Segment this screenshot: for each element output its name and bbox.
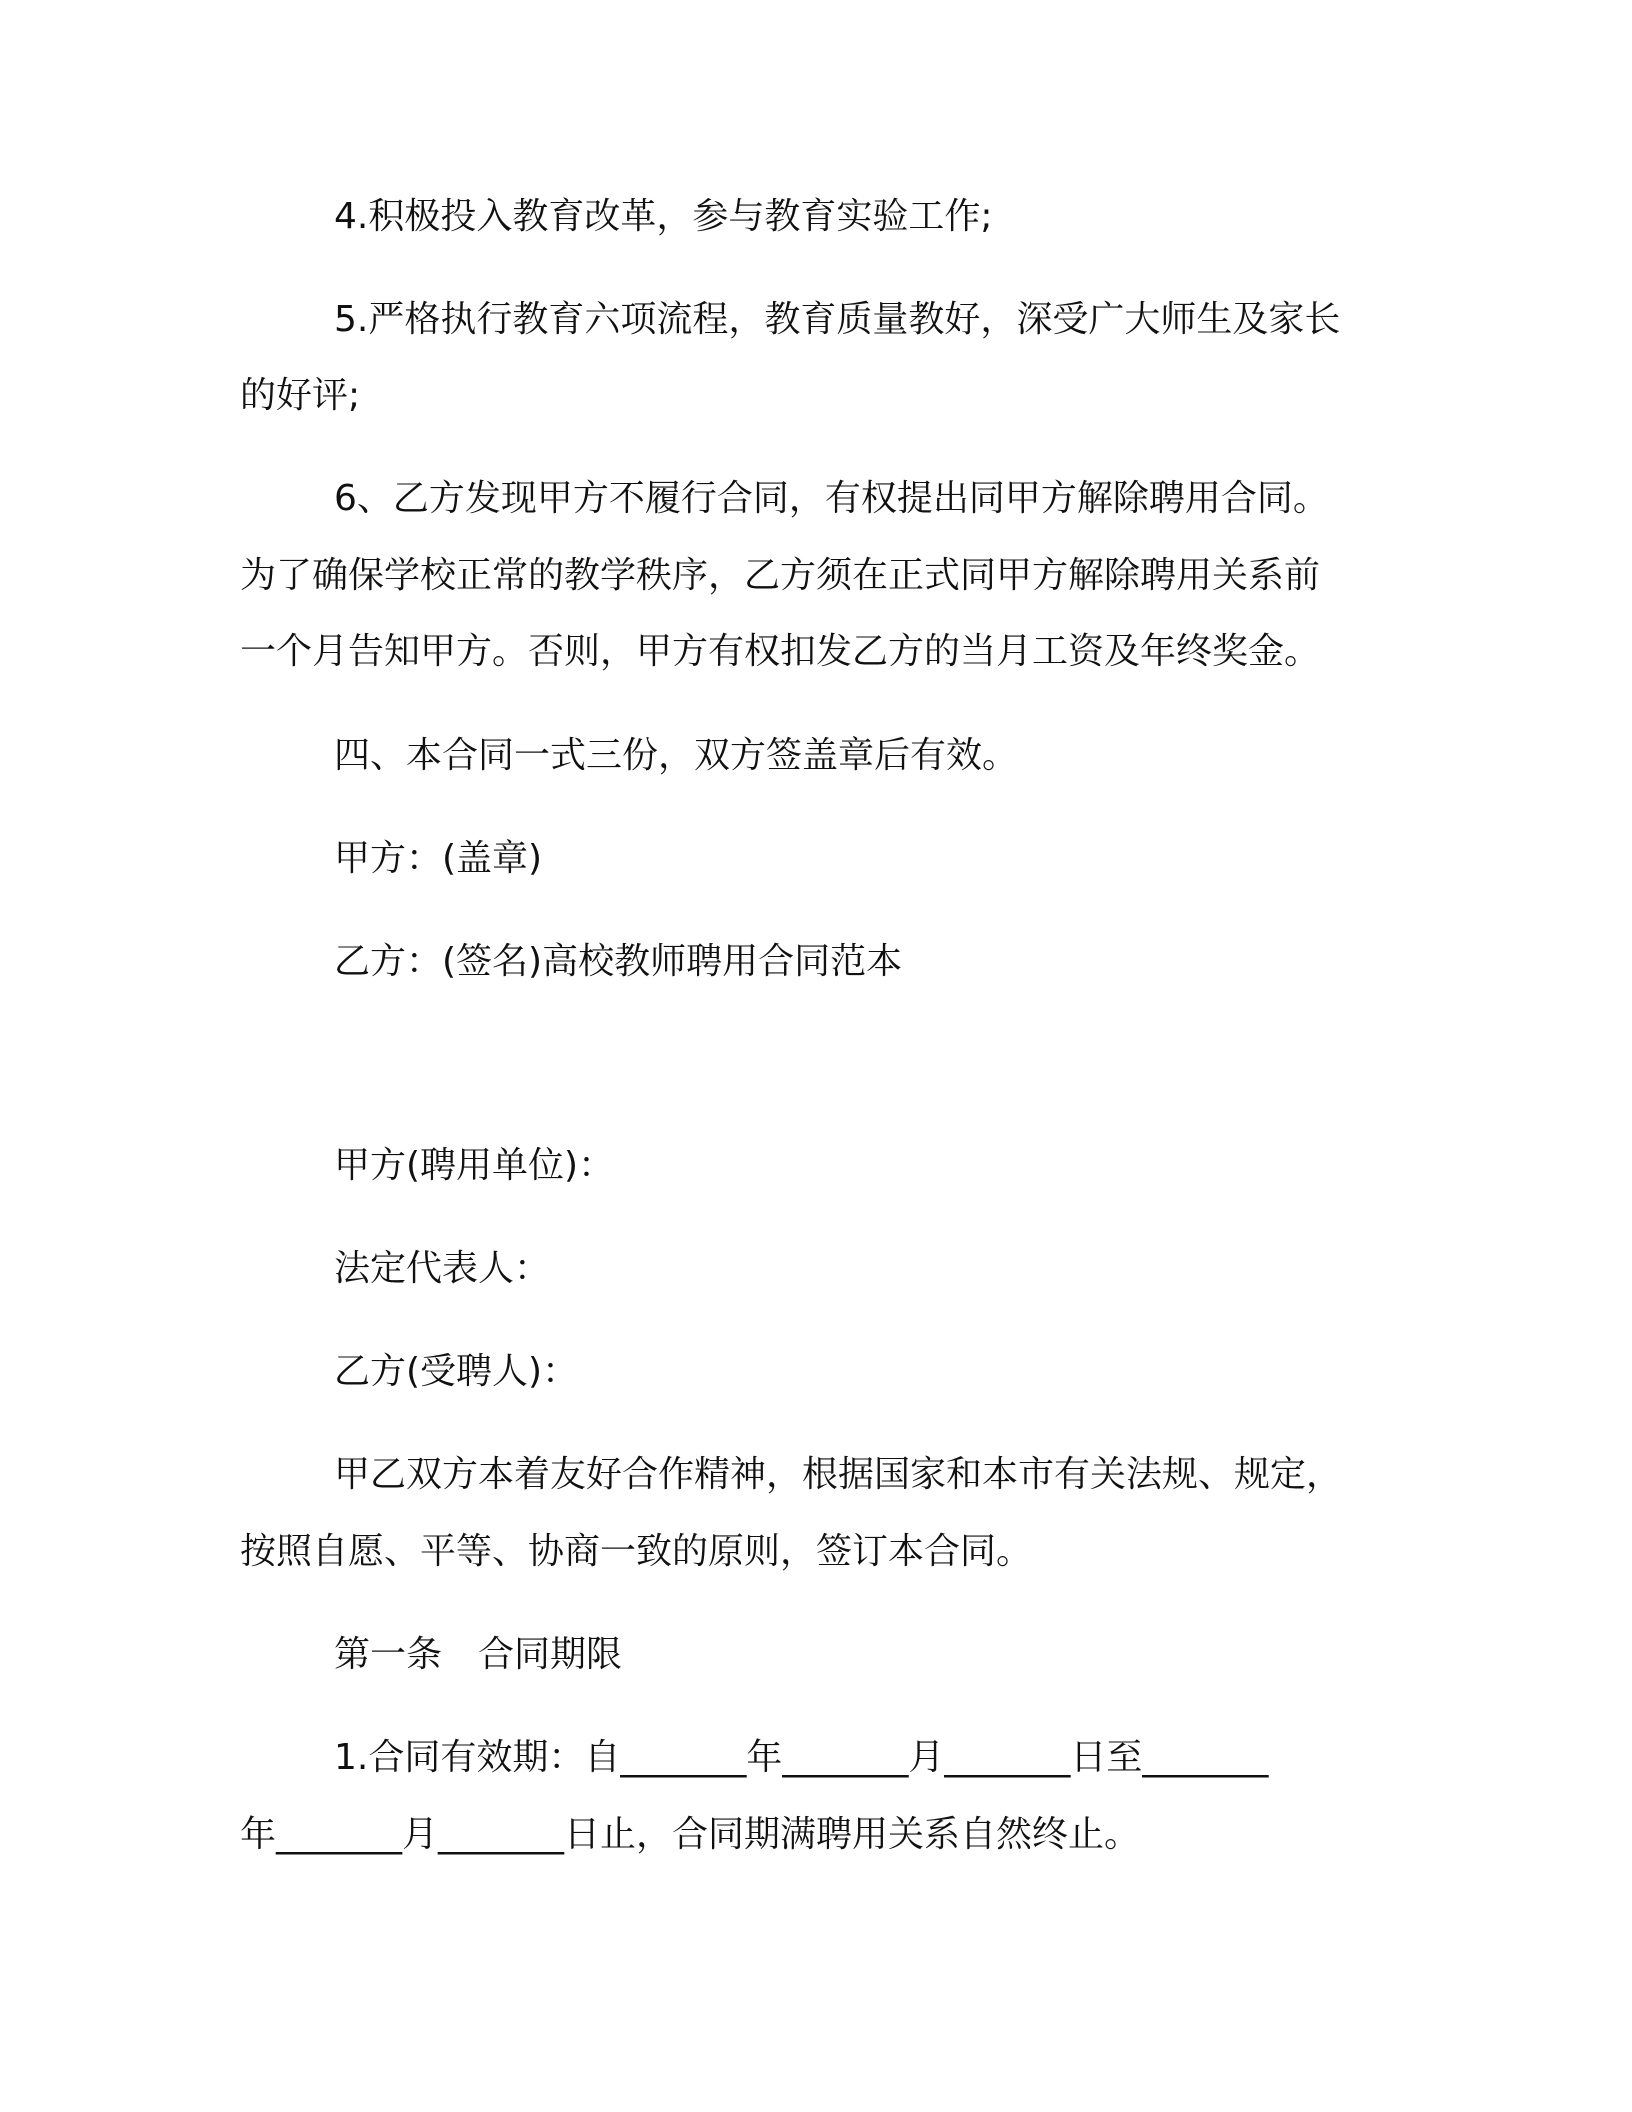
party-b-employee: 乙方(受聘人)：: [334, 1351, 579, 1392]
clause-item-5-line-1: 5.严格执行教育六项流程，教育质量教好，深受广大师生及家长: [334, 299, 1341, 340]
contract-term-line-1: 1.合同有效期：自_______年_______月_______日至_______: [334, 1737, 1269, 1778]
clause-item-4: 4.积极投入教育改革，参与教育实验工作;: [334, 196, 993, 237]
party-a-seal: 甲方：(盖章): [334, 838, 543, 879]
preamble-line-2: 按照自愿、平等、协商一致的原则，签订本合同。: [240, 1531, 1033, 1572]
clause-item-6-line-3: 一个月告知甲方。否则，甲方有权扣发乙方的当月工资及年终奖金。: [240, 631, 1321, 672]
legal-representative: 法定代表人：: [334, 1248, 551, 1289]
contract-term-line-2: 年_______月_______日止，合同期满聘用关系自然终止。: [240, 1814, 1141, 1855]
article-one-heading: 第一条 合同期限: [334, 1634, 623, 1675]
clause-item-6-line-2: 为了确保学校正常的教学秩序，乙方须在正式同甲方解除聘用关系前: [240, 555, 1321, 596]
party-b-signature-and-title: 乙方：(签名)高校教师聘用合同范本: [334, 941, 903, 982]
party-a-employer: 甲方(聘用单位)：: [334, 1145, 615, 1186]
section-four: 四、本合同一式三份，双方签盖章后有效。: [334, 735, 1019, 776]
clause-item-6-line-1: 6、乙方发现甲方不履行合同，有权提出同甲方解除聘用合同。: [334, 478, 1329, 519]
preamble-line-1: 甲乙双方本着友好合作精神，根据国家和本市有关法规、规定，: [334, 1454, 1343, 1495]
clause-item-5-line-2: 的好评;: [240, 375, 361, 416]
